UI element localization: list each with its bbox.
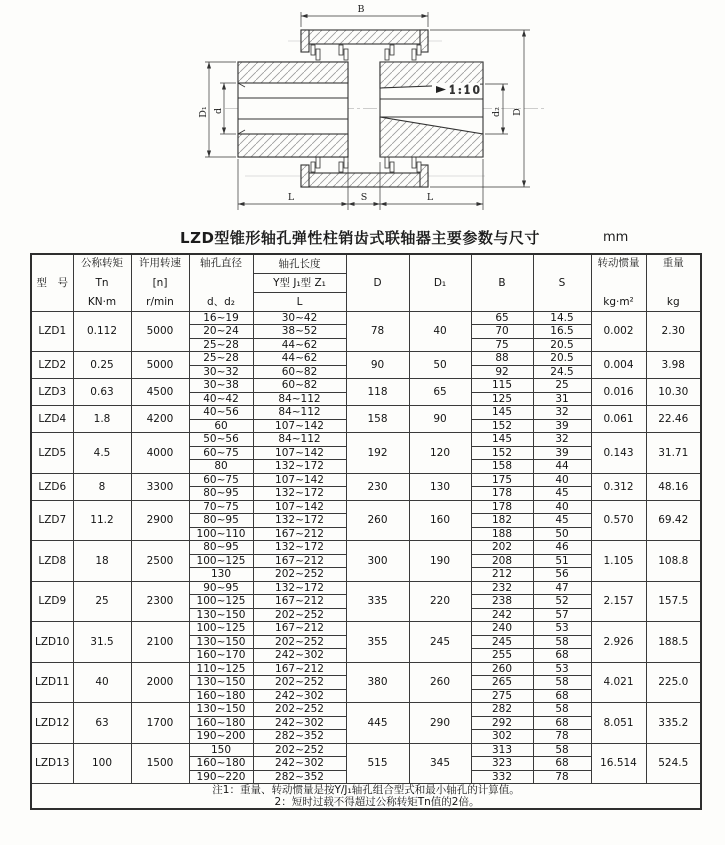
sleeve-teeth-bottom	[311, 157, 421, 172]
table-row	[31, 541, 701, 555]
table-row	[31, 500, 701, 514]
model-cell: LZD12	[31, 703, 73, 744]
dim-S-cell: 45	[533, 487, 591, 501]
header-speed	[131, 254, 189, 311]
table-body	[31, 311, 701, 784]
dim-B-cell: 313	[471, 743, 533, 757]
dim-label-D: D	[512, 108, 523, 116]
dim-B-top	[301, 4, 428, 27]
model-cell: LZD13	[31, 743, 73, 784]
dim-D1-cell: 190	[409, 541, 471, 582]
table-row	[31, 352, 701, 366]
dim-D1-cell: 290	[409, 703, 471, 744]
dim-S-cell: 51	[533, 554, 591, 568]
bore-diameter-cell: 30~38	[189, 379, 253, 393]
bore-diameter-cell: 100~110	[189, 527, 253, 541]
bore-length-cell: 167~212	[253, 554, 346, 568]
bore-length-cell: 202~252	[253, 676, 346, 690]
speed-cell: 2500	[131, 541, 189, 582]
dim-D-cell: 335	[346, 581, 409, 622]
dim-S-cell: 16.5	[533, 325, 591, 339]
footnotes-cell	[31, 784, 701, 810]
speed-cell: 2900	[131, 500, 189, 541]
dim-S-cell: 14.5	[533, 311, 591, 325]
bore-diameter-cell: 190~220	[189, 770, 253, 784]
bore-length-cell: 242~302	[253, 649, 346, 663]
inertia-cell: 0.016	[591, 379, 646, 406]
dim-S-cell: 24.5	[533, 365, 591, 379]
dim-B-cell: 70	[471, 325, 533, 339]
weight-cell: 188.5	[646, 622, 701, 663]
dim-D1-cell: 65	[409, 379, 471, 406]
weight-cell: 10.30	[646, 379, 701, 406]
bore-diameter-cell: 130	[189, 568, 253, 582]
header-speed-line2: [n]	[152, 276, 168, 289]
speed-cell: 4500	[131, 379, 189, 406]
inertia-cell: 0.004	[591, 352, 646, 379]
dim-S-cell: 25	[533, 379, 591, 393]
model-cell: LZD4	[31, 406, 73, 433]
bore-diameter-cell: 130~150	[189, 608, 253, 622]
table-row	[31, 743, 701, 757]
dim-S-cell: 20.5	[533, 352, 591, 366]
header-inertia-line2: kg·m²	[603, 296, 634, 309]
dim-D1-cell: 90	[409, 406, 471, 433]
header-S: S	[533, 254, 591, 311]
hub-left	[238, 62, 348, 157]
bore-length-cell: 107~142	[253, 419, 346, 433]
dim-S-cell: 31	[533, 392, 591, 406]
page-title: LZD型锥形轴孔弹性柱销齿式联轴器主要参数与尺寸	[180, 229, 540, 247]
dim-D-cell: 118	[346, 379, 409, 406]
speed-cell: 2300	[131, 581, 189, 622]
bore-length-cell: 167~212	[253, 662, 346, 676]
speed-cell: 2000	[131, 662, 189, 703]
dim-D-cell: 300	[346, 541, 409, 582]
bore-diameter-cell: 25~28	[189, 338, 253, 352]
dim-label-d: d	[213, 107, 224, 115]
dim-S-cell: 68	[533, 689, 591, 703]
dim-B-cell: 178	[471, 487, 533, 501]
bore-diameter-cell: 30~32	[189, 365, 253, 379]
speed-cell: 2100	[131, 622, 189, 663]
dim-S-cell: 39	[533, 446, 591, 460]
inertia-cell: 16.514	[591, 743, 646, 784]
dim-D-cell: 158	[346, 406, 409, 433]
dim-B-cell: 323	[471, 757, 533, 771]
table-row	[31, 379, 701, 393]
dim-S-cell: 44	[533, 460, 591, 474]
bore-diameter-cell: 80~95	[189, 541, 253, 555]
table-row	[31, 311, 701, 325]
header-torque-line2: Tn	[95, 276, 109, 289]
speed-cell: 3300	[131, 473, 189, 500]
dim-B-cell: 182	[471, 514, 533, 528]
bore-length-cell: 202~252	[253, 568, 346, 582]
dim-B-cell: 125	[471, 392, 533, 406]
dim-B-cell: 255	[471, 649, 533, 663]
dim-D1-cell: 120	[409, 433, 471, 474]
table-header	[31, 254, 701, 311]
dim-S-cell: 40	[533, 500, 591, 514]
outer-sleeve-top	[301, 30, 428, 60]
bore-length-cell: 132~172	[253, 581, 346, 595]
weight-cell: 157.5	[646, 581, 701, 622]
inertia-cell: 8.051	[591, 703, 646, 744]
bore-diameter-cell: 130~150	[189, 676, 253, 690]
dim-B-cell: 240	[471, 622, 533, 636]
bore-diameter-cell: 60	[189, 419, 253, 433]
dim-D1-cell: 345	[409, 743, 471, 784]
dim-label-L-left: L	[287, 192, 295, 203]
inertia-cell: 2.157	[591, 581, 646, 622]
dim-B-cell: 145	[471, 406, 533, 420]
weight-cell: 48.16	[646, 473, 701, 500]
dim-label-d2: d₂	[491, 107, 502, 117]
dim-label-B: B	[357, 4, 365, 15]
bore-length-cell: 132~172	[253, 487, 346, 501]
dim-B-cell: 158	[471, 460, 533, 474]
bore-diameter-cell: 70~75	[189, 500, 253, 514]
bore-length-cell: 44~62	[253, 352, 346, 366]
dim-S-cell: 20.5	[533, 338, 591, 352]
dim-D-cell: 515	[346, 743, 409, 784]
dim-B-cell: 152	[471, 419, 533, 433]
dim-B-cell: 65	[471, 311, 533, 325]
speed-cell: 5000	[131, 311, 189, 352]
taper-ratio-label: 1:10	[449, 83, 482, 97]
bore-length-cell: 202~252	[253, 608, 346, 622]
dim-B-cell: 265	[471, 676, 533, 690]
bore-length-cell: 60~82	[253, 365, 346, 379]
dim-B-cell: 92	[471, 365, 533, 379]
bore-length-cell: 167~212	[253, 622, 346, 636]
bore-length-cell: 132~172	[253, 514, 346, 528]
header-D1: D₁	[409, 254, 471, 311]
dim-B-cell: 292	[471, 716, 533, 730]
dim-S-cell: 32	[533, 433, 591, 447]
bore-diameter-cell: 160~180	[189, 757, 253, 771]
dim-B-cell: 175	[471, 473, 533, 487]
dim-B-cell: 115	[471, 379, 533, 393]
table-row	[31, 622, 701, 636]
inertia-cell: 0.061	[591, 406, 646, 433]
bore-diameter-cell: 100~125	[189, 554, 253, 568]
bore-length-cell: 30~42	[253, 311, 346, 325]
table-footnotes	[31, 784, 701, 810]
dim-S-cell: 68	[533, 757, 591, 771]
dim-B-cell: 88	[471, 352, 533, 366]
bore-diameter-cell: 160~180	[189, 716, 253, 730]
torque-cell: 18	[73, 541, 131, 582]
inertia-cell: 1.105	[591, 541, 646, 582]
torque-cell: 0.25	[73, 352, 131, 379]
inertia-cell: 0.570	[591, 500, 646, 541]
dim-B-cell: 332	[471, 770, 533, 784]
bore-length-cell: 107~142	[253, 446, 346, 460]
header-speed-line3: r/min	[146, 296, 174, 309]
weight-cell: 69.42	[646, 500, 701, 541]
dim-B-cell: 212	[471, 568, 533, 582]
bore-length-cell: 132~172	[253, 541, 346, 555]
bore-diameter-cell: 130~150	[189, 703, 253, 717]
model-cell: LZD5	[31, 433, 73, 474]
bore-length-cell: 202~252	[253, 635, 346, 649]
coupling-technical-drawing	[0, 0, 725, 228]
hub-right	[380, 62, 483, 157]
header-torque-line1: 公称转矩	[81, 257, 123, 270]
bore-length-cell: 242~302	[253, 716, 346, 730]
inertia-cell: 0.143	[591, 433, 646, 474]
dim-D1-cell: 50	[409, 352, 471, 379]
bore-diameter-cell: 50~56	[189, 433, 253, 447]
bore-diameter-cell: 60~75	[189, 473, 253, 487]
dim-D1-cell: 220	[409, 581, 471, 622]
dim-label-L-right: L	[426, 192, 434, 203]
dim-D-cell: 355	[346, 622, 409, 663]
dim-B-cell: 282	[471, 703, 533, 717]
header-length-types: Y型 J₁型 Z₁	[253, 273, 346, 292]
dim-D1-cell: 40	[409, 311, 471, 352]
header-length-L: L	[253, 292, 346, 311]
bore-diameter-cell: 40~42	[189, 392, 253, 406]
header-bore-diameter	[189, 254, 253, 311]
header-torque-line3: KN·m	[87, 296, 117, 309]
bore-length-cell: 107~142	[253, 500, 346, 514]
dim-S-cell: 56	[533, 568, 591, 582]
bore-diameter-cell: 40~56	[189, 406, 253, 420]
weight-cell: 2.30	[646, 311, 701, 352]
outer-sleeve-bottom	[301, 157, 428, 187]
bore-length-cell: 242~302	[253, 757, 346, 771]
weight-cell: 22.46	[646, 406, 701, 433]
torque-cell: 0.63	[73, 379, 131, 406]
header-B: B	[471, 254, 533, 311]
dim-D-cell: 260	[346, 500, 409, 541]
dim-B-cell: 232	[471, 581, 533, 595]
weight-cell: 3.98	[646, 352, 701, 379]
speed-cell: 4000	[131, 433, 189, 474]
header-D: D	[346, 254, 409, 311]
speed-cell: 1700	[131, 703, 189, 744]
bore-diameter-cell: 130~150	[189, 635, 253, 649]
speed-cell: 4200	[131, 406, 189, 433]
dim-S-cell: 47	[533, 581, 591, 595]
dim-S-cell: 50	[533, 527, 591, 541]
torque-cell: 63	[73, 703, 131, 744]
dim-S-cell: 58	[533, 743, 591, 757]
parameters-table	[30, 253, 702, 810]
model-cell: LZD10	[31, 622, 73, 663]
bore-length-cell: 202~252	[253, 743, 346, 757]
bore-diameter-cell: 150	[189, 743, 253, 757]
model-cell: LZD1	[31, 311, 73, 352]
weight-cell: 31.71	[646, 433, 701, 474]
dim-S-cell: 78	[533, 730, 591, 744]
dim-S-cell: 53	[533, 662, 591, 676]
dim-label-S: S	[360, 192, 368, 203]
model-cell: LZD9	[31, 581, 73, 622]
header-model: 型 号	[31, 254, 73, 311]
dim-D-cell: 445	[346, 703, 409, 744]
dim-B-cell: 238	[471, 595, 533, 609]
weight-cell: 524.5	[646, 743, 701, 784]
dim-D-cell: 230	[346, 473, 409, 500]
bore-diameter-cell: 16~19	[189, 311, 253, 325]
model-cell: LZD6	[31, 473, 73, 500]
dim-S-cell: 52	[533, 595, 591, 609]
dim-B-cell: 260	[471, 662, 533, 676]
bore-diameter-cell: 80	[189, 460, 253, 474]
table-row	[31, 662, 701, 676]
bore-diameter-cell: 100~125	[189, 595, 253, 609]
bore-length-cell: 107~142	[253, 473, 346, 487]
weight-cell: 335.2	[646, 703, 701, 744]
dim-S-cell: 78	[533, 770, 591, 784]
dim-B-cell: 152	[471, 446, 533, 460]
title-row	[0, 227, 725, 251]
dim-B-cell: 75	[471, 338, 533, 352]
dim-B-cell: 302	[471, 730, 533, 744]
bore-diameter-cell: 110~125	[189, 662, 253, 676]
torque-cell: 8	[73, 473, 131, 500]
inertia-cell: 2.926	[591, 622, 646, 663]
dim-B-cell: 208	[471, 554, 533, 568]
bore-length-cell: 242~302	[253, 689, 346, 703]
header-inertia-line1: 转动惯量	[597, 257, 640, 270]
bore-diameter-cell: 80~95	[189, 487, 253, 501]
dim-S-cell: 58	[533, 635, 591, 649]
dim-S-cell: 57	[533, 608, 591, 622]
table-row	[31, 581, 701, 595]
dim-S-cell: 68	[533, 716, 591, 730]
dim-S-cell: 53	[533, 622, 591, 636]
model-cell: LZD8	[31, 541, 73, 582]
header-weight-line1: 重量	[662, 257, 684, 270]
dim-S-cell: 58	[533, 703, 591, 717]
header-weight-line2: kg	[666, 296, 680, 309]
table-row	[31, 406, 701, 420]
dim-S-cell: 68	[533, 649, 591, 663]
header-speed-line1: 许用转速	[139, 257, 181, 270]
bore-length-cell: 38~52	[253, 325, 346, 339]
bore-length-cell: 167~212	[253, 595, 346, 609]
dim-D1-cell: 160	[409, 500, 471, 541]
table-row	[31, 703, 701, 717]
weight-cell: 225.0	[646, 662, 701, 703]
bore-diameter-cell: 160~170	[189, 649, 253, 663]
bore-length-cell: 44~62	[253, 338, 346, 352]
dim-S-cell: 39	[533, 419, 591, 433]
torque-cell: 31.5	[73, 622, 131, 663]
dim-D1-cell: 130	[409, 473, 471, 500]
model-cell: LZD7	[31, 500, 73, 541]
model-cell: LZD2	[31, 352, 73, 379]
sleeve-teeth-top	[311, 45, 421, 60]
bore-length-cell: 282~352	[253, 770, 346, 784]
model-cell: LZD3	[31, 379, 73, 406]
bore-diameter-cell: 160~180	[189, 689, 253, 703]
bore-diameter-cell: 190~200	[189, 730, 253, 744]
dim-B-cell: 275	[471, 689, 533, 703]
bore-length-cell: 167~212	[253, 527, 346, 541]
table-row	[31, 473, 701, 487]
dim-B-cell: 188	[471, 527, 533, 541]
torque-cell: 1.8	[73, 406, 131, 433]
dim-D1-cell: 260	[409, 662, 471, 703]
dim-label-D1: D₁	[198, 106, 209, 118]
footnote-2: 2：短时过载不得超过公称转矩Tn值的2倍。	[274, 796, 480, 808]
bore-length-cell: 84~112	[253, 392, 346, 406]
table-row	[31, 433, 701, 447]
header-diameter-line2: d、d₂	[206, 296, 236, 309]
weight-cell: 108.8	[646, 541, 701, 582]
footnote-1: 注1：重量、转动惯量是按Y/J₁轴孔组合型式和最小轴孔的计算值。	[212, 784, 520, 796]
dim-B-cell: 178	[471, 500, 533, 514]
header-torque	[73, 254, 131, 311]
bore-diameter-cell: 80~95	[189, 514, 253, 528]
model-cell: LZD11	[31, 662, 73, 703]
dim-S-cell: 32	[533, 406, 591, 420]
dim-d2-right	[485, 84, 508, 134]
dim-S-cell: 58	[533, 676, 591, 690]
dim-S-cell: 46	[533, 541, 591, 555]
torque-cell: 40	[73, 662, 131, 703]
header-weight	[646, 254, 701, 311]
dim-D-cell: 192	[346, 433, 409, 474]
bore-length-cell: 132~172	[253, 460, 346, 474]
dim-D1-cell: 245	[409, 622, 471, 663]
header-inertia	[591, 254, 646, 311]
dim-D-cell: 78	[346, 311, 409, 352]
inertia-cell: 4.021	[591, 662, 646, 703]
bore-length-cell: 60~82	[253, 379, 346, 393]
bore-diameter-cell: 100~125	[189, 622, 253, 636]
dim-B-cell: 245	[471, 635, 533, 649]
bore-length-cell: 282~352	[253, 730, 346, 744]
torque-cell: 4.5	[73, 433, 131, 474]
bore-length-cell: 84~112	[253, 406, 346, 420]
dim-D-cell: 380	[346, 662, 409, 703]
bore-diameter-cell: 90~95	[189, 581, 253, 595]
inertia-cell: 0.002	[591, 311, 646, 352]
dim-B-cell: 202	[471, 541, 533, 555]
unit-label: mm	[603, 230, 629, 245]
bore-length-cell: 202~252	[253, 703, 346, 717]
speed-cell: 5000	[131, 352, 189, 379]
dim-D-cell: 90	[346, 352, 409, 379]
bore-diameter-cell: 60~75	[189, 446, 253, 460]
torque-cell: 0.112	[73, 311, 131, 352]
speed-cell: 1500	[131, 743, 189, 784]
dim-B-cell: 242	[471, 608, 533, 622]
dim-S-cell: 45	[533, 514, 591, 528]
torque-cell: 25	[73, 581, 131, 622]
torque-cell: 100	[73, 743, 131, 784]
bore-diameter-cell: 25~28	[189, 352, 253, 366]
dim-B-cell: 145	[471, 433, 533, 447]
dim-S-cell: 40	[533, 473, 591, 487]
inertia-cell: 0.312	[591, 473, 646, 500]
header-diameter-line1: 轴孔直径	[200, 257, 242, 270]
bore-diameter-cell: 20~24	[189, 325, 253, 339]
header-bore-length: 轴孔长度	[253, 254, 346, 273]
torque-cell: 11.2	[73, 500, 131, 541]
bore-length-cell: 84~112	[253, 433, 346, 447]
